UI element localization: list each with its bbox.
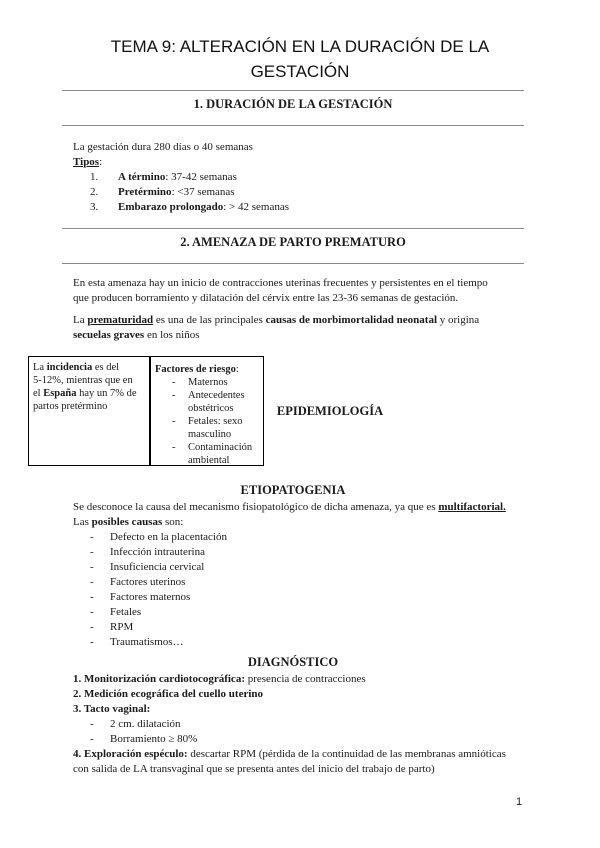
bold-term: 4. Exploración espéculo: bbox=[73, 748, 188, 760]
risk-factor-item: Fetales: sexo bbox=[188, 416, 243, 427]
text-run: son: bbox=[162, 516, 184, 528]
incidence-line: partos pretérmino bbox=[33, 401, 108, 412]
diagnostic-item bbox=[73, 672, 366, 687]
multifactorial-term: multifactorial. bbox=[438, 501, 506, 513]
epidemiologia-heading: EPIDEMIOLOGÍA bbox=[276, 404, 384, 418]
list-item bbox=[90, 170, 237, 185]
list-item bbox=[90, 575, 185, 590]
incidence-line bbox=[33, 361, 119, 374]
text-run: el bbox=[33, 388, 44, 399]
paragraph-line bbox=[73, 328, 200, 343]
risk-factors-cell bbox=[149, 356, 264, 466]
text-run: Las bbox=[73, 516, 92, 528]
prematuridad-term: prematuridad bbox=[87, 314, 154, 326]
risk-factor-item: Maternos bbox=[188, 377, 228, 388]
dash: - bbox=[90, 591, 94, 603]
paragraph-line bbox=[73, 500, 506, 515]
dash: - bbox=[90, 718, 94, 730]
list-item bbox=[90, 605, 141, 620]
text-run: presencia de contracciones bbox=[244, 673, 366, 685]
bold-term: secuelas graves bbox=[73, 329, 145, 341]
incidence-cell bbox=[28, 356, 151, 466]
bold-term: España bbox=[43, 388, 77, 399]
page-title bbox=[60, 34, 540, 84]
dash: - bbox=[90, 636, 94, 648]
list-term: A término bbox=[118, 171, 166, 183]
text-run: Se desconoce la causa del mecanismo fisiopatológico de dicha amenaza, ya que es bbox=[73, 501, 439, 513]
text-run: : bbox=[235, 364, 239, 375]
diagnostic-item bbox=[73, 687, 263, 702]
page-number: 1 bbox=[516, 796, 523, 808]
text-run: en los niños bbox=[144, 329, 200, 341]
incidence-line bbox=[33, 387, 137, 400]
paragraph-line: En esta amenaza hay un inicio de contracciones uterinas frecuentes y persistentes en el tiempo bbox=[73, 277, 488, 289]
list-text: Defecto en la placentación bbox=[110, 531, 227, 543]
list-item bbox=[90, 530, 227, 545]
list-term: Pretérmino bbox=[118, 186, 172, 198]
list-text: : 37-42 semanas bbox=[165, 171, 237, 183]
bold-term: 1. Monitorización cardiotocográfica: bbox=[73, 673, 245, 685]
text-run: es una de las principales bbox=[153, 314, 266, 326]
dash: - bbox=[90, 621, 94, 633]
dash: - bbox=[172, 442, 176, 453]
diagnostico-heading: DIAGNÓSTICO bbox=[247, 655, 339, 669]
gestation-duration-text: La gestación dura 280 días o 40 semanas bbox=[73, 141, 253, 153]
dash: - bbox=[172, 377, 176, 388]
list-item bbox=[90, 590, 190, 605]
risk-factors-heading bbox=[155, 363, 239, 376]
dash: - bbox=[172, 416, 176, 427]
page-title-line-1: TEMA 9: ALTERACIÓN EN LA DURACIÓN DE LA bbox=[110, 37, 490, 56]
dash: - bbox=[90, 531, 94, 543]
text-run: La bbox=[33, 362, 47, 373]
list-item bbox=[90, 560, 204, 575]
dash: - bbox=[90, 606, 94, 618]
bold-term: causas de morbimortalidad neonatal bbox=[265, 314, 438, 326]
tipos-word: Tipos bbox=[73, 156, 100, 168]
text-run: descartar RPM (pérdida de la continuidad de las membranas amnióticas bbox=[187, 748, 506, 760]
etiopatogenia-heading: ETIOPATOGENIA bbox=[240, 483, 346, 497]
list-item bbox=[90, 732, 197, 747]
list-item bbox=[90, 620, 133, 635]
divider bbox=[62, 228, 524, 229]
list-text: : <37 semanas bbox=[171, 186, 235, 198]
list-number: 2. bbox=[90, 186, 99, 198]
section-1-heading: 1. DURACIÓN DE LA GESTACIÓN bbox=[193, 97, 393, 111]
list-number: 1. bbox=[90, 171, 99, 183]
list-item bbox=[90, 185, 235, 200]
list-item bbox=[90, 200, 289, 215]
list-text: 2 cm. dilatación bbox=[110, 718, 181, 730]
divider bbox=[62, 90, 524, 91]
list-text: Fetales bbox=[110, 606, 142, 618]
tipos-label: Tipos: bbox=[73, 156, 103, 168]
dash: - bbox=[90, 546, 94, 558]
divider bbox=[62, 125, 524, 126]
bold-term: posibles causas bbox=[91, 516, 163, 528]
text-run: es del bbox=[92, 362, 120, 373]
risk-factor-item: Contaminación bbox=[188, 442, 253, 453]
list-text: Insuficiencia cervical bbox=[110, 561, 205, 573]
divider bbox=[62, 263, 524, 264]
paragraph-line bbox=[73, 313, 479, 328]
bold-term: Factores de riesgo bbox=[155, 364, 236, 375]
dash: - bbox=[90, 576, 94, 588]
list-item bbox=[90, 717, 181, 732]
paragraph-line: con salida de LA transvaginal que se presenta antes del inicio del trabajo de parto) bbox=[73, 763, 435, 775]
risk-factor-item-cont: obstétricos bbox=[188, 403, 234, 414]
list-text: Traumatismos… bbox=[110, 636, 184, 648]
dash: - bbox=[90, 733, 94, 745]
bold-term: 3. Tacto vaginal: bbox=[73, 703, 151, 715]
list-text: Infección intrauterina bbox=[110, 546, 205, 558]
list-number: 3. bbox=[90, 201, 99, 213]
list-text: Factores maternos bbox=[110, 591, 191, 603]
list-text: RPM bbox=[110, 621, 134, 633]
section-2-heading: 2. AMENAZA DE PARTO PREMATURO bbox=[180, 235, 406, 249]
risk-factor-item-cont: ambiental bbox=[188, 455, 230, 466]
list-item bbox=[90, 545, 205, 560]
list-text: Borramiento ≥ 80% bbox=[110, 733, 198, 745]
dash: - bbox=[90, 561, 94, 573]
diagnostic-item bbox=[73, 747, 506, 762]
list-item bbox=[90, 635, 184, 650]
risk-factor-item-cont: masculino bbox=[188, 429, 232, 440]
page-title-line-2: GESTACIÓN bbox=[250, 62, 350, 81]
list-term: Embarazo prolongado bbox=[118, 201, 224, 213]
text-run: La bbox=[73, 314, 88, 326]
bold-term: 2. Medición ecográfica del cuello uterino bbox=[73, 688, 264, 700]
dash: - bbox=[172, 390, 176, 401]
diagnostic-item bbox=[73, 702, 150, 717]
bold-term: incidencia bbox=[46, 362, 93, 373]
paragraph-line: que producen borramiento y dilatación del cérvix entre las 23-36 semanas de gestación. bbox=[73, 292, 459, 304]
text-run: hay un 7% de bbox=[76, 388, 137, 399]
paragraph-line bbox=[73, 515, 183, 530]
list-text: Factores uterinos bbox=[110, 576, 186, 588]
risk-factor-item: Antecedentes bbox=[188, 390, 245, 401]
incidence-line: 5-12%, mientras que en bbox=[33, 375, 133, 386]
list-text: : > 42 semanas bbox=[223, 201, 290, 213]
text-run: y origina bbox=[437, 314, 480, 326]
